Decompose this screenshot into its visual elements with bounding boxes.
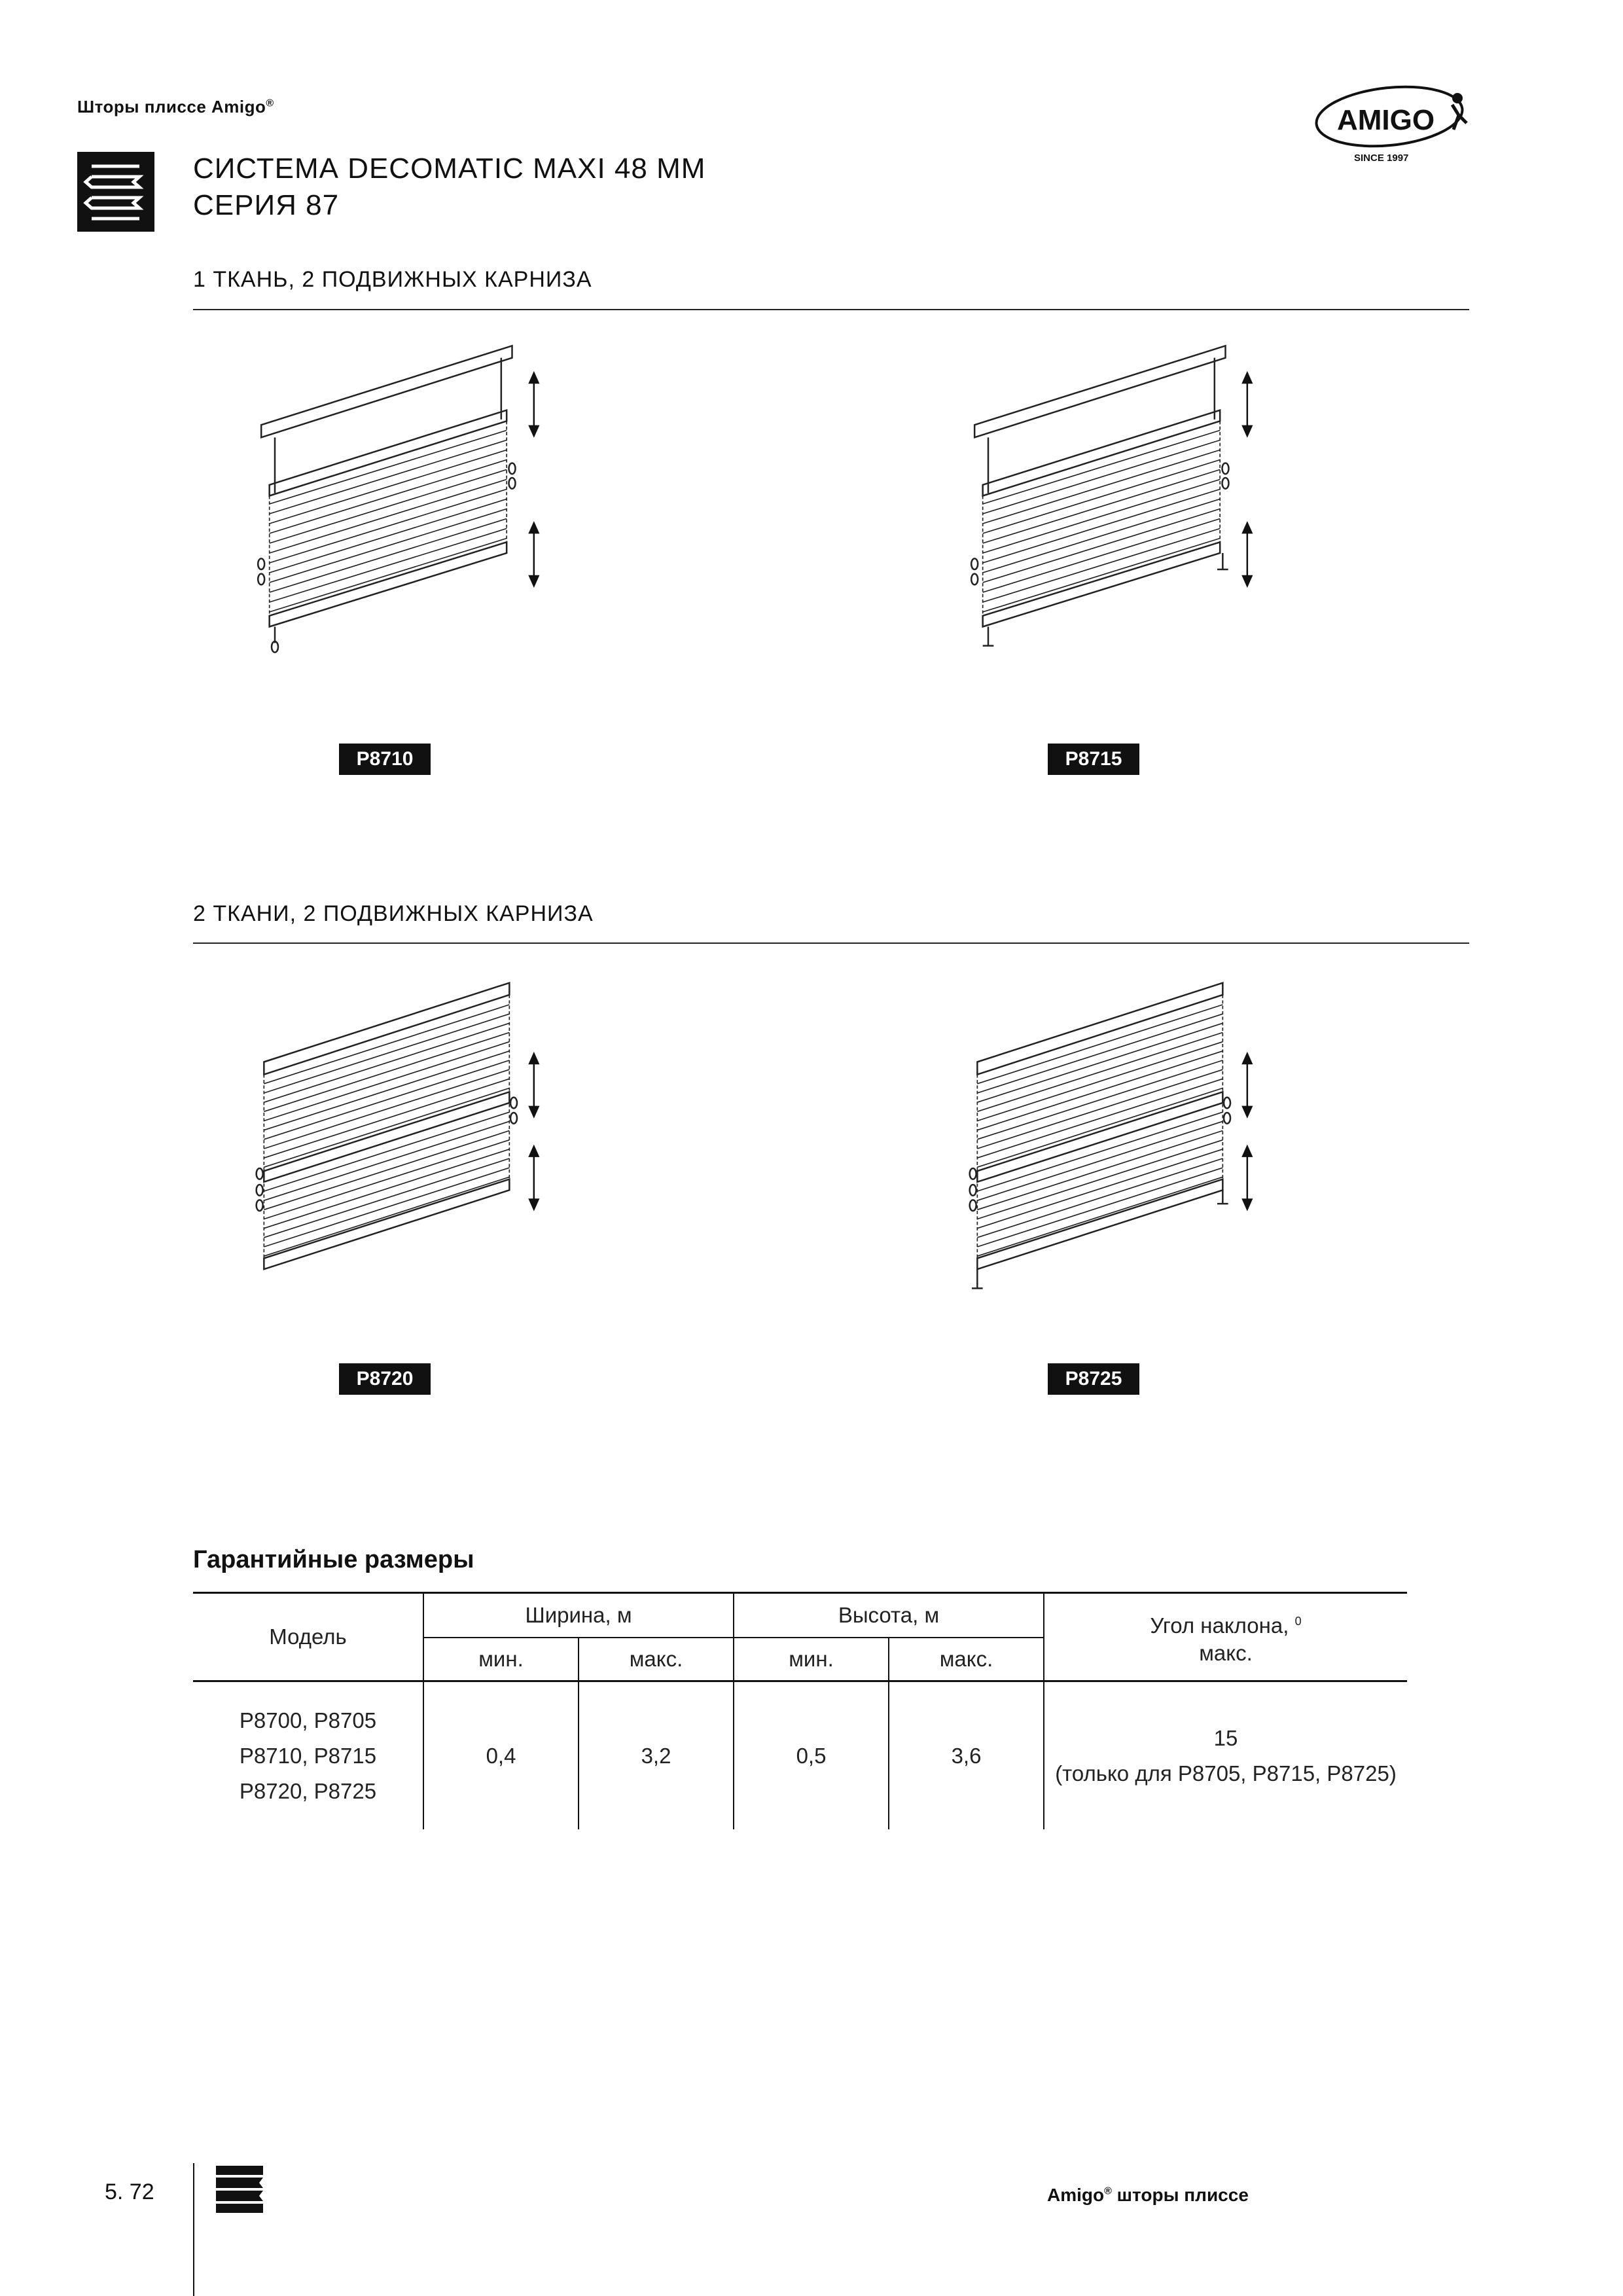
footer-divider: [193, 2163, 194, 2296]
section-divider-1: [193, 309, 1469, 310]
header-width-min: мин.: [423, 1638, 579, 1681]
cell-models: P8700, P8705 P8710, P8715 P8720, P8725: [239, 1708, 377, 1803]
table-row: [193, 1681, 1407, 1830]
header-angle: Угол наклона, $^0$ макс.: [1044, 1593, 1407, 1681]
footer-brand: Amigo® шторы плиссе: [1047, 2185, 1249, 2205]
cell-width-max: 3,2: [579, 1681, 734, 1830]
header-width-max: макс.: [579, 1638, 734, 1681]
header-width: Ширина, м: [423, 1593, 734, 1638]
header-model: Модель: [193, 1593, 423, 1681]
svg-text:AMIGO: AMIGO: [1337, 104, 1435, 136]
section-title-2: 2 ТКАНИ, 2 ПОДВИЖНЫХ КАРНИЗА: [193, 901, 594, 926]
header-height-min: мин.: [734, 1638, 889, 1681]
model-tag-p8720: P8720: [339, 1363, 431, 1395]
page-title: [193, 151, 705, 224]
amigo-logo: [1312, 77, 1476, 169]
pleated-system-icon: [77, 152, 154, 232]
svg-text:SINCE 1997: SINCE 1997: [1354, 152, 1409, 164]
guarantee-sizes-table: [193, 1592, 1407, 1829]
blind-diagram-p8710: [223, 340, 589, 668]
section-divider-2: [193, 942, 1469, 944]
blind-diagram-p8725: [936, 972, 1302, 1299]
model-tag-p8710: P8710: [339, 744, 431, 775]
blind-diagram-p8715: [936, 340, 1302, 668]
table-title: Гарантийные размеры: [193, 1546, 474, 1573]
cell-height-min: 0,5: [734, 1681, 889, 1830]
page-number: 5. 72: [105, 2179, 154, 2204]
cell-width-min: 0,4: [423, 1681, 579, 1830]
model-tag-p8725: P8725: [1048, 1363, 1139, 1395]
header-brand-line: Шторы плиссе Amigo®: [77, 97, 274, 117]
header-height-max: макс.: [889, 1638, 1044, 1681]
model-tag-p8715: P8715: [1048, 744, 1139, 775]
cell-angle: 15 (только для P8705, P8715, P8725): [1044, 1681, 1407, 1830]
section-title-1: 1 ТКАНЬ, 2 ПОДВИЖНЫХ КАРНИЗА: [193, 267, 592, 292]
title-line-1: СИСТЕМА DECOMATIC MAXI 48 ММ: [193, 152, 706, 185]
cell-height-max: 3,6: [889, 1681, 1044, 1830]
blind-diagram-p8720: [223, 972, 589, 1299]
header-height: Высота, м: [734, 1593, 1044, 1638]
title-line-2: СЕРИЯ 87: [193, 189, 340, 221]
pleated-footer-icon: [215, 2163, 267, 2215]
